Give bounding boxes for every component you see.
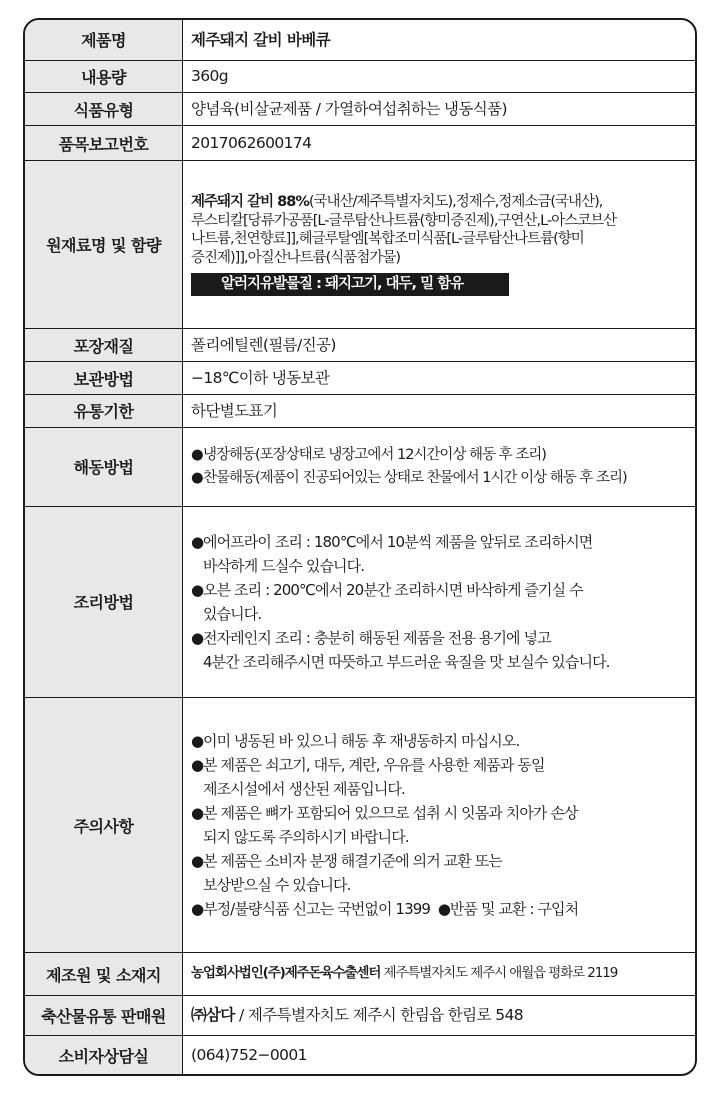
row-packaging bbox=[25, 329, 695, 362]
caution-item-2-line-1: 본 제품은 쇠고기, 대두, 계란, 우유를 사용한 제품과 동일 bbox=[203, 756, 545, 775]
ingredients-line-4: 증진제)]],아질산나트륨(식품첨가물) bbox=[191, 250, 400, 267]
caution-item-4 bbox=[191, 849, 687, 873]
content-amount-value: 360g bbox=[183, 60, 696, 92]
cooking-item-3 bbox=[191, 626, 687, 650]
ingredients-label: 원재료명 및 함량 bbox=[25, 160, 183, 328]
bullet-icon: ● bbox=[191, 852, 204, 871]
caution-return-text: 반품 및 교환 : 구입처 bbox=[449, 900, 579, 919]
manufacturer-label: 제조원 및 소재지 bbox=[25, 953, 183, 995]
thawing-value bbox=[183, 427, 696, 506]
report-number-value: 2017062600174 bbox=[183, 126, 696, 160]
caution-item-2 bbox=[191, 753, 687, 777]
cooking-item-2 bbox=[191, 578, 687, 602]
food-type-label: 식품유형 bbox=[25, 93, 183, 126]
report-number-label: 품목보고번호 bbox=[25, 126, 183, 160]
manufacturer-name: 농업회사법인(주)제주돈육수출센터 bbox=[191, 965, 381, 982]
caution-item-4-line-1: 본 제품은 소비자 분쟁 해결기준에 의거 교환 또는 bbox=[203, 852, 502, 871]
row-product-name bbox=[25, 20, 695, 60]
row-ingredients bbox=[25, 160, 695, 328]
caution-item-3 bbox=[191, 801, 687, 825]
thawing-item-2 bbox=[191, 467, 687, 489]
bullet-icon: ● bbox=[191, 447, 203, 464]
ingredients-line-3: 나트륨,천연향료]],헤글루탈엠[복합조미식품[L-글루탐산나트륨(향미 bbox=[191, 231, 584, 248]
ingredients-line-2: 루스티칼[당류가공품[L-글루탐산나트륨(향미증진제),구연산,L-아스코브산 bbox=[191, 212, 617, 229]
bullet-icon: ● bbox=[191, 628, 204, 647]
row-content-amount bbox=[25, 60, 695, 92]
caution-item-1 bbox=[191, 729, 687, 753]
cooking-label: 조리방법 bbox=[25, 506, 183, 698]
cooking-value bbox=[183, 506, 696, 698]
row-cooking bbox=[25, 506, 695, 698]
manufacturer-value bbox=[183, 953, 696, 995]
ingredients-value bbox=[183, 160, 696, 328]
storage-label: 보관방법 bbox=[25, 362, 183, 394]
row-caution bbox=[25, 698, 695, 953]
row-manufacturer bbox=[25, 953, 695, 995]
caution-item-4-line-2: 보상받으실 수 있습니다. bbox=[203, 876, 351, 895]
row-consumer-center bbox=[25, 1036, 695, 1074]
bullet-icon: ● bbox=[191, 580, 204, 599]
thawing-item-2-text: 찬물해동(제품이 진공되어있는 상태로 찬물에서 1시간 이상 해동 후 조리) bbox=[203, 469, 627, 486]
ingredients-main: 제주돼지 갈비 88% bbox=[191, 193, 309, 210]
thawing-item-1 bbox=[191, 444, 687, 466]
thawing-item-1-text: 냉장해동(포장상태로 냉장고에서 12시간이상 해동 후 조리) bbox=[203, 447, 546, 464]
packaging-label: 포장재질 bbox=[25, 329, 183, 362]
ingredients-line-1-rest: (국내산/제주특별자치도),정제수,정제소금(국내산), bbox=[308, 193, 603, 210]
cooking-item-3-line-1: 전자레인지 조리 : 충분히 해동된 제품을 전용 용기에 넣고 bbox=[203, 628, 551, 647]
label-table bbox=[25, 20, 695, 1074]
packaging-value: 폴리에틸렌(필름/진공) bbox=[183, 329, 696, 362]
caution-label: 주의사항 bbox=[25, 698, 183, 953]
cooking-item-3-line-2: 4분간 조리해주시면 따뜻하고 부드러운 육질을 맛 보실수 있습니다. bbox=[203, 652, 610, 671]
cooking-item-1 bbox=[191, 530, 687, 554]
row-food-type bbox=[25, 93, 695, 126]
caution-item-3-line-2: 되지 않도록 주의하시기 바랍니다. bbox=[203, 828, 409, 847]
bullet-icon: ● bbox=[191, 732, 204, 751]
row-expiry bbox=[25, 394, 695, 427]
bullet-icon: ● bbox=[191, 469, 203, 486]
allergy-notice: 알러지유발물질 : 돼지고기, 대두, 밀 함유 bbox=[191, 273, 509, 296]
product-name-label: 제품명 bbox=[25, 20, 183, 60]
cooking-item-2-line-2: 있습니다. bbox=[203, 604, 262, 623]
bullet-icon: ● bbox=[437, 900, 451, 919]
bullet-icon: ● bbox=[191, 756, 204, 775]
row-report-number bbox=[25, 126, 695, 160]
bullet-icon: ● bbox=[191, 900, 204, 919]
row-thawing bbox=[25, 427, 695, 506]
bullet-icon: ● bbox=[191, 532, 204, 551]
product-info-table bbox=[23, 18, 697, 1076]
thawing-label: 해동방법 bbox=[25, 427, 183, 506]
storage-value: −18℃이하 냉동보관 bbox=[183, 362, 696, 394]
consumer-center-label: 소비자상담실 bbox=[25, 1036, 183, 1074]
manufacturer-address: 제주특별자치도 제주시 애월읍 평화로 2119 bbox=[383, 965, 618, 982]
caution-item-5 bbox=[191, 897, 687, 921]
expiry-label: 유통기한 bbox=[25, 394, 183, 427]
caution-item-3-line-1: 본 제품은 뼈가 포함되어 있으므로 섭취 시 잇몸과 치아가 손상 bbox=[203, 804, 578, 823]
product-name-value: 제주돼지 갈비 바베큐 bbox=[183, 20, 696, 60]
row-storage bbox=[25, 362, 695, 394]
expiry-value: 하단별도표기 bbox=[183, 394, 696, 427]
cooking-item-1-line-1: 에어프라이 조리 : 180℃에서 10분씩 제품을 앞뒤로 조리하시면 bbox=[203, 532, 593, 551]
seller-value bbox=[183, 995, 696, 1035]
row-seller bbox=[25, 995, 695, 1035]
cooking-item-1-line-2: 바삭하게 드실수 있습니다. bbox=[203, 556, 365, 575]
bullet-icon: ● bbox=[191, 804, 204, 823]
caution-item-1-line-1: 이미 냉동된 바 있으니 해동 후 재냉동하지 마십시오. bbox=[203, 732, 520, 751]
caution-report-text: 부정/불량식품 신고는 국번없이 1399 bbox=[203, 900, 431, 919]
consumer-center-value: (064)752−0001 bbox=[183, 1036, 696, 1074]
ingredients-line-1 bbox=[191, 193, 687, 212]
seller-label: 축산물유통 판매원 bbox=[25, 995, 183, 1035]
cooking-item-2-line-1: 오븐 조리 : 200℃에서 20분간 조리하시면 바삭하게 즐기실 수 bbox=[203, 580, 583, 599]
caution-value bbox=[183, 698, 696, 953]
caution-item-2-line-2: 제조시설에서 생산된 제품입니다. bbox=[203, 780, 405, 799]
seller-name: ㈜삼다 bbox=[191, 1006, 235, 1025]
content-amount-label: 내용량 bbox=[25, 60, 183, 92]
seller-address: / 제주특별자치도 제주시 한림읍 한림로 548 bbox=[238, 1006, 523, 1025]
food-type-value: 양념육(비살균제품 / 가열하여섭취하는 냉동식품) bbox=[183, 93, 696, 126]
